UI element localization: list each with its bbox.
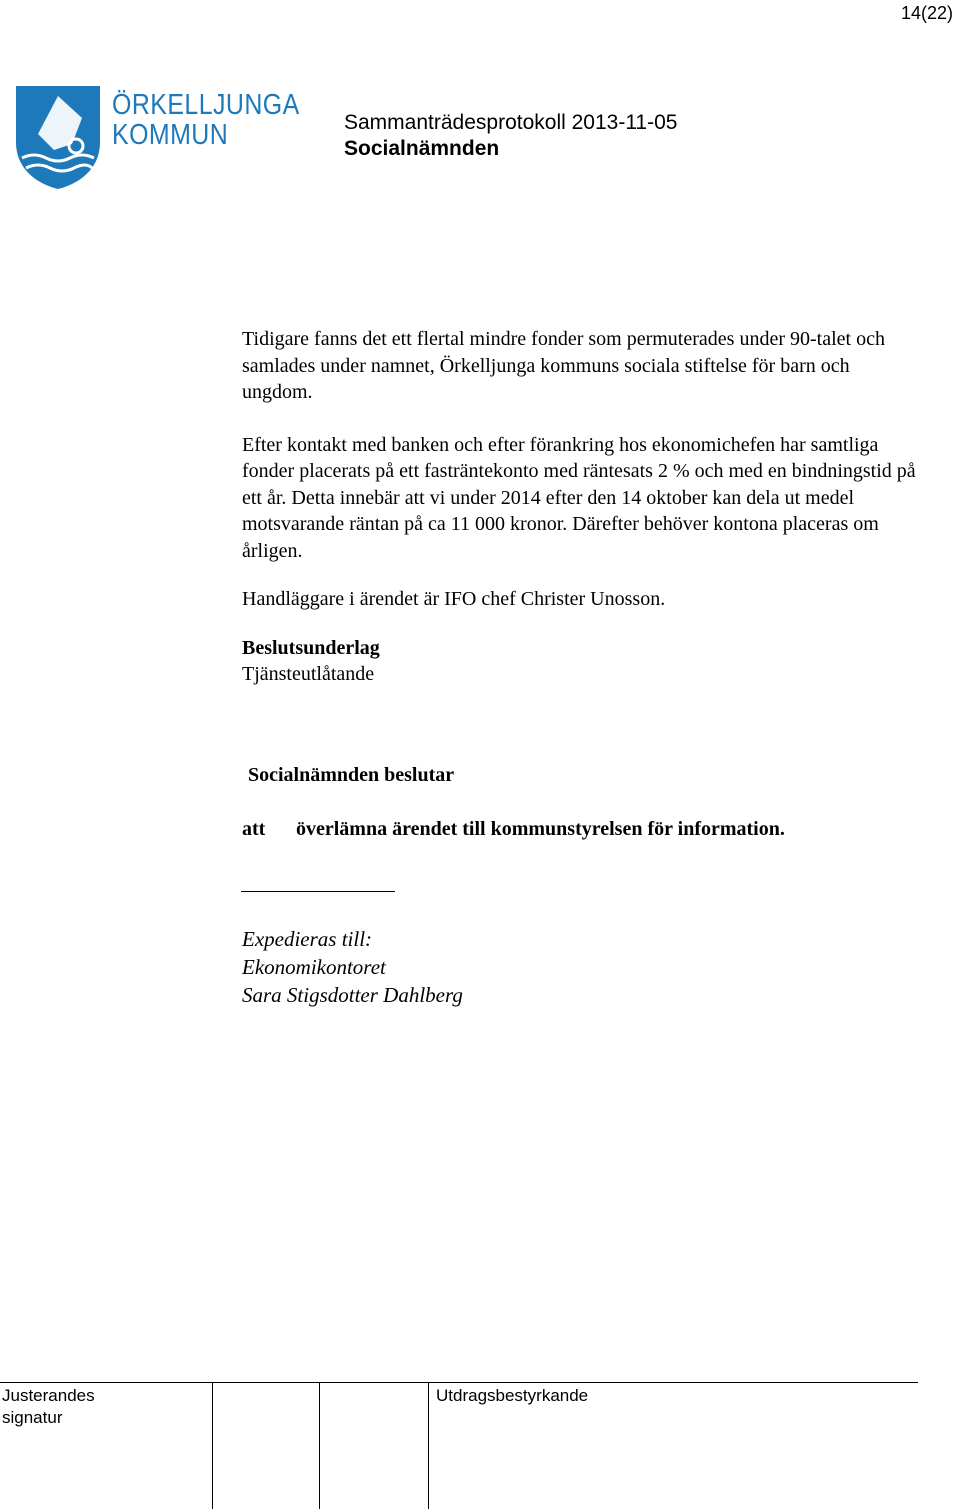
decision-text: överlämna ärendet till kommunstyrelsen för information. <box>296 818 785 840</box>
page-number: 14(22) <box>900 3 953 23</box>
dispatch-heading: Expedieras till: <box>242 927 373 951</box>
paragraph-background: Tidigare fanns det ett flertal mindre fonder som permuterades under 90-talet och samlades under namnet, Örkelljunga kommuns sociala stiftelse för barn och ungdom. <box>242 328 885 403</box>
coat-of-arms-icon <box>14 82 102 190</box>
logo-line-1: ÖRKELLJUNGA <box>112 89 300 121</box>
document-header <box>344 110 677 162</box>
signature-footer <box>0 1382 918 1509</box>
paragraph-case-officer: Handläggare i ärendet är IFO chef Christer Unosson. <box>242 588 666 610</box>
paragraph-details: Efter kontakt med banken och efter förankring hos ekonomichefen har samtliga fonder placerats på ett fasträntekonto med räntesats 2 % och med en bindningstid på ett år. Detta innebär att vi under 2014 efter den 14 oktober kan dela ut medel motsvarande räntan på ca 11 000 kronor. Därefter behöver kontona placeras om årligen. <box>242 433 916 562</box>
municipality-logo-emblem <box>14 82 102 190</box>
protocol-title: Sammanträdesprotokoll 2013-11-05 <box>344 111 678 134</box>
footer-label-signatures: Justerandes <box>2 1386 95 1405</box>
decision-heading: Socialnämnden beslutar <box>248 764 455 786</box>
body-text <box>242 326 922 688</box>
basis-heading: Beslutsunderlag <box>242 636 380 659</box>
municipality-logo-text <box>112 90 300 150</box>
footer-label-signatures-line2: signatur <box>2 1408 63 1427</box>
dispatch-list <box>242 925 463 1009</box>
logo-line-2: KOMMUN <box>112 119 229 151</box>
basis-item: Tjänsteutlåtande <box>242 663 375 685</box>
footer-label-extract-certification: Utdragsbestyrkande <box>436 1386 589 1405</box>
dispatch-recipient: Sara Stigsdotter Dahlberg <box>242 983 463 1007</box>
board-name: Socialnämnden <box>344 137 500 160</box>
signature-box-divider <box>428 1383 429 1509</box>
decision-prefix: att <box>242 818 266 840</box>
separator-line <box>241 891 395 892</box>
dispatch-recipient: Ekonomikontoret <box>242 955 386 979</box>
signature-box-divider <box>319 1383 320 1509</box>
decision-statement <box>242 818 785 841</box>
signature-box-divider <box>212 1383 213 1509</box>
